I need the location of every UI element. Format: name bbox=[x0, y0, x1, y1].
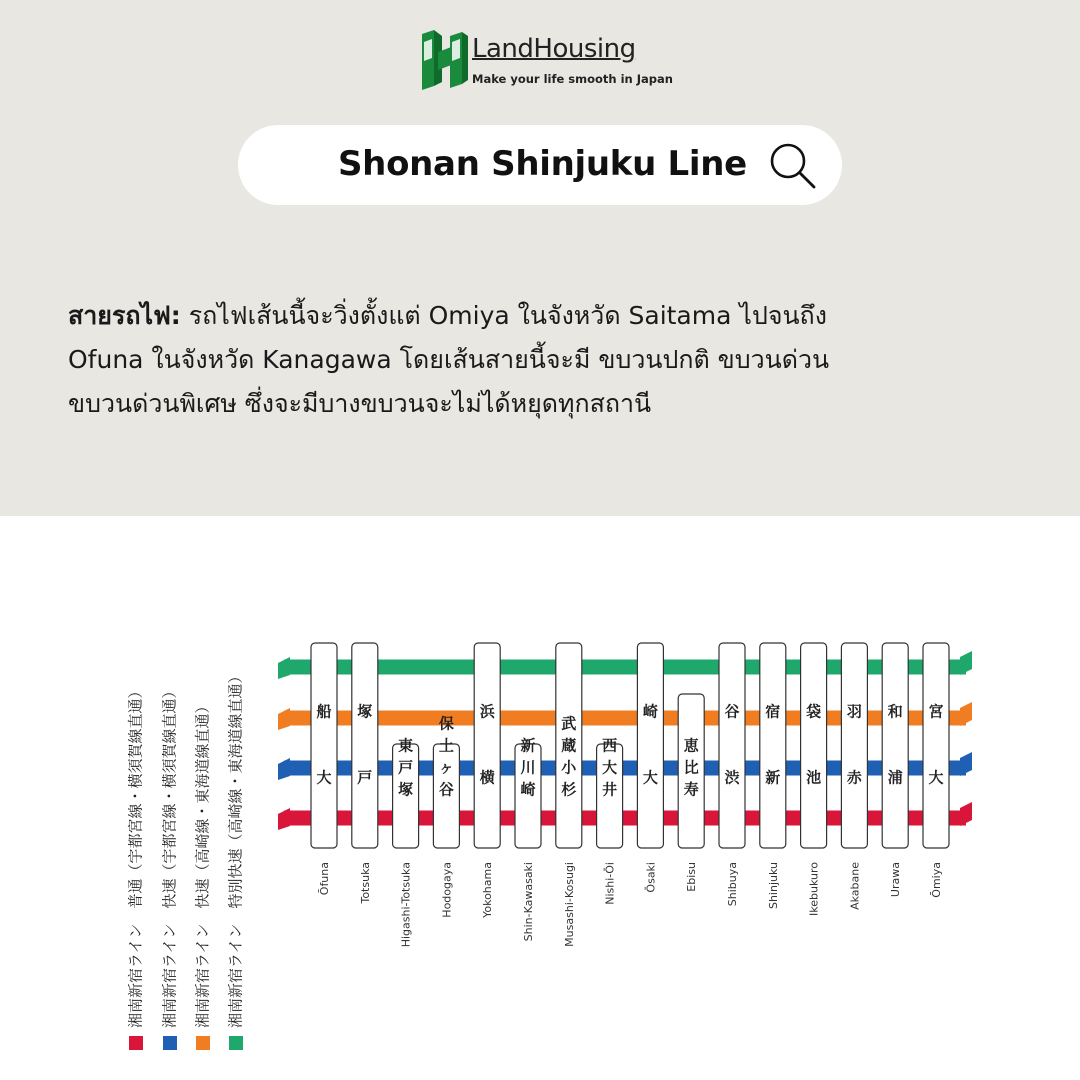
station-jp-char: 横 bbox=[479, 768, 495, 787]
station-7[interactable] bbox=[556, 643, 582, 947]
station-en-label: Urawa bbox=[889, 862, 903, 898]
station-6[interactable] bbox=[515, 737, 541, 942]
station-box-12[interactable] bbox=[760, 643, 786, 848]
route-diagram bbox=[0, 516, 1080, 1080]
station-box-2[interactable] bbox=[352, 643, 378, 848]
station-jp-char: 蔵 bbox=[561, 736, 577, 755]
legend-swatch-2 bbox=[163, 1036, 177, 1050]
legend-label-4: 湘南新宿ライン 特別快速（高崎線・東海道線直通） bbox=[226, 668, 245, 1028]
brand-name-part2: Housing bbox=[533, 34, 636, 64]
station-jp-char: 武 bbox=[561, 714, 577, 733]
station-jp-char: 大 bbox=[928, 768, 944, 787]
station-jp-char: 船 bbox=[316, 702, 332, 721]
station-jp-char: 谷 bbox=[724, 702, 740, 721]
station-box-16[interactable] bbox=[923, 643, 949, 848]
station-jp-char: ヶ bbox=[438, 758, 454, 777]
station-jp-char: 和 bbox=[887, 702, 903, 721]
legend-swatch-4 bbox=[229, 1036, 243, 1050]
station-jp-char: 寿 bbox=[683, 780, 699, 799]
legend-label-3: 湘南新宿ライン 快速（高崎線・東海道線直通） bbox=[193, 698, 212, 1028]
station-en-label: Ōsaki bbox=[644, 862, 658, 893]
route-line-start-1 bbox=[278, 808, 290, 830]
station-en-label: Akabane bbox=[848, 862, 862, 910]
station-jp-char: 土 bbox=[438, 736, 454, 755]
station-jp-char: 杉 bbox=[561, 780, 577, 799]
description-line-1 bbox=[68, 294, 988, 338]
station-1[interactable] bbox=[311, 643, 337, 895]
station-12[interactable] bbox=[760, 643, 786, 909]
station-15[interactable] bbox=[882, 643, 908, 897]
station-jp-char: 渋 bbox=[724, 768, 740, 787]
station-8[interactable] bbox=[597, 737, 623, 905]
station-jp-char: 大 bbox=[602, 758, 618, 777]
station-jp-char: 東 bbox=[398, 736, 414, 755]
description-line-2: Ofuna ในจังหวัด Kanagawa โดยเส้นสายนี้จะมี ขบวนปกติ ขบวนด่วน bbox=[68, 345, 830, 374]
station-jp-char: 塚 bbox=[398, 780, 414, 799]
station-jp-char: 袋 bbox=[806, 702, 822, 721]
station-jp-char: 西 bbox=[602, 736, 618, 755]
brand-logo[interactable] bbox=[420, 28, 673, 92]
station-2[interactable] bbox=[352, 643, 378, 905]
brand-tagline: Make your life smooth in Japan bbox=[472, 72, 673, 86]
station-box-9[interactable] bbox=[637, 643, 663, 848]
station-jp-char: 浜 bbox=[479, 702, 495, 721]
station-jp-char: 宮 bbox=[928, 702, 944, 721]
station-jp-char: 小 bbox=[561, 758, 577, 777]
legend-label-2: 湘南新宿ライン 快速（宇都宮線・横須賀線直通） bbox=[160, 683, 179, 1028]
route-line-end-1 bbox=[960, 802, 972, 826]
station-box-11[interactable] bbox=[719, 643, 745, 848]
station-3[interactable] bbox=[393, 737, 419, 948]
route-line-start-4 bbox=[278, 657, 290, 679]
station-box-13[interactable] bbox=[801, 643, 827, 848]
search-icon[interactable] bbox=[768, 141, 818, 191]
station-jp-char: 池 bbox=[806, 768, 822, 787]
station-box-15[interactable] bbox=[882, 643, 908, 848]
description-line-3: ขบวนด่วนพิเศษ ซึ่งจะมีบางขบวนจะไม่ได้หยุดทุกสถานี bbox=[68, 389, 652, 418]
station-jp-char: 新 bbox=[765, 768, 781, 787]
station-jp-char: 崎 bbox=[642, 702, 658, 721]
station-jp-char: 羽 bbox=[846, 702, 862, 721]
station-jp-char: 谷 bbox=[438, 780, 454, 799]
station-box-5[interactable] bbox=[474, 643, 500, 848]
station-10[interactable] bbox=[678, 694, 704, 892]
legend-swatch-1 bbox=[129, 1036, 143, 1050]
route-line-start-2 bbox=[278, 758, 290, 780]
station-jp-char: 大 bbox=[642, 768, 658, 787]
station-en-label: Ebisu bbox=[685, 862, 699, 892]
station-jp-char: 新 bbox=[520, 736, 536, 755]
station-9[interactable] bbox=[637, 643, 663, 893]
station-jp-char: 川 bbox=[520, 758, 536, 777]
station-en-label: Ōmiya bbox=[930, 862, 943, 898]
line-description bbox=[68, 294, 988, 426]
header-panel bbox=[0, 0, 1080, 516]
station-jp-char: 塚 bbox=[357, 702, 373, 721]
station-en-label: Hodogaya bbox=[440, 862, 454, 918]
station-en-label: Ōfuna bbox=[318, 862, 331, 896]
brand-name bbox=[472, 34, 636, 64]
station-jp-char: 保 bbox=[438, 714, 454, 733]
route-line-end-3 bbox=[960, 702, 972, 726]
station-en-label: Ikebukuro bbox=[807, 862, 821, 916]
station-box-14[interactable] bbox=[841, 643, 867, 848]
station-en-label: Nishi-Ōi bbox=[603, 862, 617, 905]
route-line-end-2 bbox=[960, 752, 972, 776]
station-jp-char: 井 bbox=[602, 780, 618, 799]
search-query[interactable]: Shonan Shinjuku Line bbox=[338, 144, 747, 184]
station-box-1[interactable] bbox=[311, 643, 337, 848]
station-14[interactable] bbox=[841, 643, 867, 910]
station-11[interactable] bbox=[719, 643, 745, 906]
station-en-label: Shibuya bbox=[726, 862, 739, 907]
station-jp-char: 比 bbox=[683, 758, 699, 777]
logo-mark-icon bbox=[420, 28, 468, 90]
station-16[interactable] bbox=[923, 643, 949, 898]
station-jp-char: 大 bbox=[316, 768, 332, 787]
station-en-label: Totsuka bbox=[358, 862, 372, 904]
search-bar[interactable] bbox=[238, 125, 842, 205]
route-line-end-4 bbox=[960, 651, 972, 675]
station-en-label: Musashi-Kosugi bbox=[562, 862, 576, 947]
station-jp-char: 赤 bbox=[846, 768, 862, 787]
station-en-label: Higashi-Totsuka bbox=[399, 862, 413, 948]
station-en-label: Shin-Kawasaki bbox=[522, 862, 535, 942]
station-jp-char: 浦 bbox=[887, 768, 903, 787]
station-13[interactable] bbox=[801, 643, 827, 916]
station-jp-char: 崎 bbox=[520, 780, 536, 799]
station-en-label: Yokohama bbox=[481, 862, 495, 918]
legend-swatch-3 bbox=[196, 1036, 210, 1050]
station-jp-char: 戸 bbox=[398, 758, 414, 777]
legend-label-1: 湘南新宿ライン 普通（宇都宮線・横須賀線直通） bbox=[126, 683, 145, 1028]
station-jp-char: 戸 bbox=[357, 768, 373, 787]
description-text-1: รถไฟเส้นนี้จะวิ่งตั้งแต่ Omiya ในจังหวัด Saitama ไปจนถึง bbox=[180, 301, 827, 330]
brand-name-part1: Land bbox=[472, 34, 534, 64]
station-4[interactable] bbox=[433, 715, 459, 918]
station-5[interactable] bbox=[474, 643, 500, 919]
station-jp-char: 恵 bbox=[683, 736, 699, 755]
route-line-start-3 bbox=[278, 708, 290, 730]
station-jp-char: 宿 bbox=[765, 702, 781, 721]
station-en-label: Shinjuku bbox=[766, 862, 780, 910]
description-label: สายรถไฟ: bbox=[68, 301, 181, 330]
